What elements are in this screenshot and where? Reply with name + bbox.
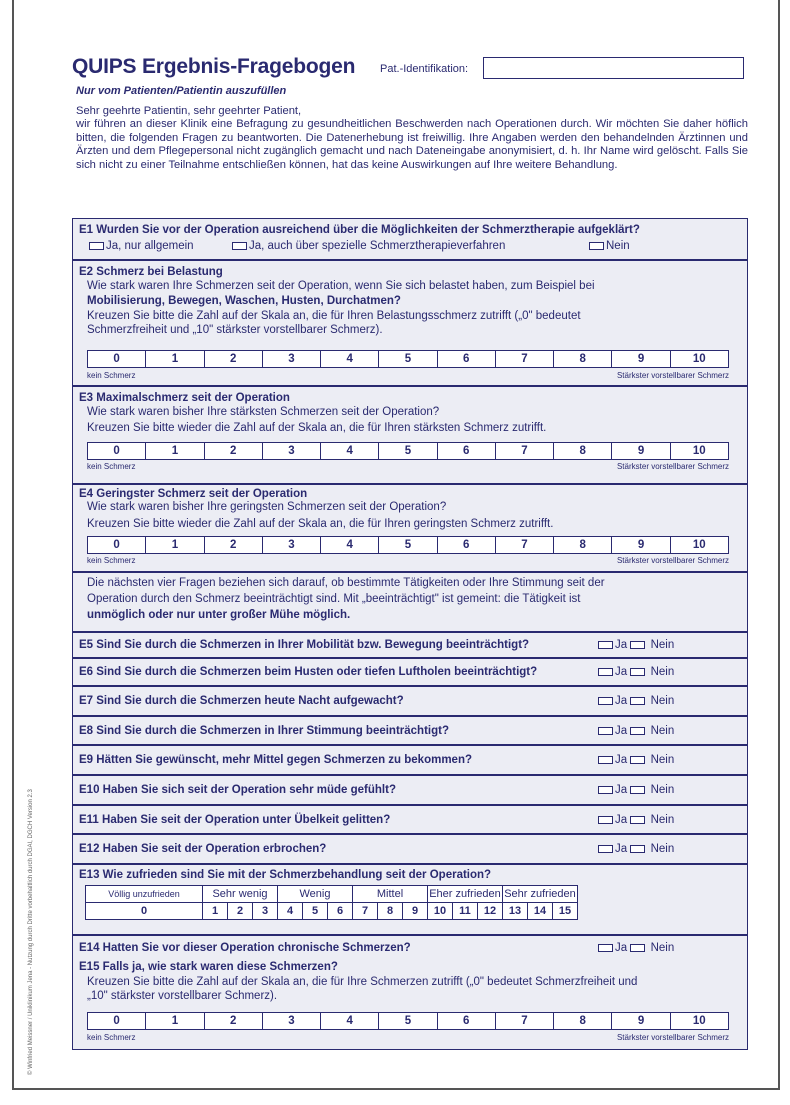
scale-option[interactable]: 2	[205, 351, 263, 367]
scale-option[interactable]: 8	[554, 537, 612, 553]
e4-line2: Kreuzen Sie bitte wieder die Zahl auf der Skala an, die für Ihren geringsten Schmerz zutrifft.	[87, 518, 554, 530]
scale-option[interactable]: 10	[692, 1015, 706, 1027]
checkbox[interactable]	[630, 641, 645, 649]
page-border-right	[778, 0, 780, 1090]
scale-option[interactable]: 1	[146, 443, 204, 459]
scale-option[interactable]: 6	[438, 443, 496, 459]
e13-option[interactable]: 9	[403, 903, 428, 920]
e13-group: Mittel	[353, 886, 428, 903]
scale-option[interactable]: 0	[88, 351, 146, 367]
e13-group: Eher zufrieden	[428, 886, 503, 903]
info-block	[72, 572, 748, 632]
e2-scale-left-label: kein Schmerz	[87, 371, 136, 380]
e15-line2: „10" stärkster vorstellbarer Schmerz).	[87, 990, 278, 1002]
checkbox[interactable]	[630, 944, 645, 952]
e1-option-2[interactable]: Ja, auch über spezielle Schmerztherapieverfahren	[232, 240, 505, 253]
scale-option[interactable]: 6	[438, 351, 496, 367]
scale-option[interactable]: 7	[496, 1013, 554, 1029]
e13-option[interactable]: 12	[478, 903, 503, 920]
e13-option[interactable]: 1	[203, 903, 228, 920]
checkbox[interactable]	[598, 641, 613, 649]
scale-option[interactable]: 5	[379, 1013, 437, 1029]
intro-greeting: Sehr geehrte Patientin, sehr geehrter Patient,	[76, 105, 302, 117]
question-e4	[72, 484, 748, 572]
form-subtitle: Nur vom Patienten/Patientin auszufüllen	[76, 85, 287, 97]
checkbox[interactable]	[598, 944, 613, 952]
checkbox[interactable]	[630, 668, 645, 676]
question-e1	[72, 218, 748, 260]
e2-line2: Mobilisierung, Bewegen, Waschen, Husten, Durchatmen?	[87, 295, 401, 307]
question-e9	[72, 745, 748, 775]
e4-line1: Wie stark waren bisher Ihre geringsten Schmerzen seit der Operation?	[87, 501, 447, 513]
e10-question: E10 Haben Sie sich seit der Operation sehr müde gefühlt?	[79, 784, 396, 796]
checkbox[interactable]	[630, 697, 645, 705]
e13-option[interactable]: 13	[503, 903, 528, 920]
scale-option[interactable]: 2	[205, 1013, 263, 1029]
checkbox[interactable]	[630, 756, 645, 764]
e7-question: E7 Sind Sie durch die Schmerzen heute Nacht aufgewacht?	[79, 695, 404, 707]
e4-title: E4 Geringster Schmerz seit der Operation	[79, 488, 308, 500]
e2-line4: Schmerzfreiheit und „10" stärkster vorstellbarer Schmerz).	[87, 324, 383, 336]
scale-option[interactable]: 8	[554, 351, 612, 367]
checkbox[interactable]	[598, 727, 613, 735]
question-e6	[72, 658, 748, 686]
checkbox[interactable]	[598, 845, 613, 853]
scale-option[interactable]: 3	[263, 537, 321, 553]
e3-line2: Kreuzen Sie bitte wieder die Zahl auf der Skala an, die für Ihren stärksten Schmerz zutrifft.	[87, 422, 547, 434]
checkbox[interactable]	[630, 816, 645, 824]
e13-question: E13 Wie zufrieden sind Sie mit der Schmerzbehandlung seit der Operation?	[79, 869, 492, 881]
e13-option[interactable]: 8	[378, 903, 403, 920]
question-e12	[72, 834, 748, 864]
scale-option[interactable]: 5	[379, 351, 437, 367]
question-e7	[72, 686, 748, 716]
scale-option[interactable]: 3	[263, 443, 321, 459]
e13-option[interactable]: 5	[303, 903, 328, 920]
scale-option[interactable]: 0	[88, 1013, 146, 1029]
e14-question: E14 Hatten Sie vor dieser Operation chronische Schmerzen?	[79, 942, 411, 954]
checkbox[interactable]	[598, 786, 613, 794]
e6-question: E6 Sind Sie durch die Schmerzen beim Husten oder tiefen Luftholen beeinträchtigt?	[79, 666, 538, 678]
info-line2: Operation durch den Schmerz beeinträchtigt sind. Mit „beeinträchtigt" ist gemeint: die Tätigkeit ist	[87, 593, 581, 605]
e3-line1: Wie stark waren bisher Ihre stärksten Schmerzen seit der Operation?	[87, 406, 440, 418]
e4-scale-right-label: Stärkster vorstellbarer Schmerz	[616, 556, 729, 565]
scale-option[interactable]: 1	[146, 1013, 204, 1029]
e15-title: E15 Falls ja, wie stark waren diese Schmerzen?	[79, 961, 338, 973]
scale-option[interactable]: 9	[612, 443, 670, 459]
question-e10	[72, 775, 748, 805]
e3-scale-left-label: kein Schmerz	[87, 462, 136, 471]
checkbox[interactable]	[232, 242, 247, 250]
e2-title: E2 Schmerz bei Belastung	[79, 266, 223, 278]
question-e11	[72, 805, 748, 834]
e15-scale-right-label: Stärkster vorstellbarer Schmerz	[616, 1033, 729, 1042]
scale-option[interactable]: 10	[692, 445, 706, 457]
e13-option[interactable]: 2	[228, 903, 253, 920]
e11-answers[interactable]: Ja Nein	[598, 814, 674, 826]
scale-option[interactable]: 7	[496, 351, 554, 367]
checkbox[interactable]	[89, 242, 104, 250]
e15-scale-left-label: kein Schmerz	[87, 1033, 136, 1042]
e5-question: E5 Sind Sie durch die Schmerzen in Ihrer Mobilität bzw. Bewegung beeinträchtigt?	[79, 639, 530, 651]
e2-scale-right-label: Stärkster vorstellbarer Schmerz	[616, 371, 729, 380]
e13-option[interactable]: 11	[453, 903, 478, 920]
e1-option-1[interactable]: Ja, nur allgemein	[89, 240, 194, 253]
e9-question: E9 Hätten Sie gewünscht, mehr Mittel gegen Schmerzen zu bekommen?	[79, 754, 472, 766]
e2-scale	[87, 350, 729, 368]
question-e2	[72, 260, 748, 386]
e9-answers[interactable]: Ja Nein	[598, 754, 674, 766]
scale-option[interactable]: 2	[205, 537, 263, 553]
e13-option[interactable]: 15	[553, 903, 578, 920]
checkbox[interactable]	[598, 756, 613, 764]
e13-group: Völlig unzufrieden	[86, 886, 203, 903]
e4-scale	[87, 536, 729, 554]
scale-option[interactable]: 7	[496, 443, 554, 459]
e12-answers[interactable]: Ja Nein	[598, 843, 674, 855]
scale-option[interactable]: 3	[263, 1013, 321, 1029]
e13-option[interactable]: 10	[428, 903, 453, 920]
scale-option[interactable]: 6	[438, 1013, 496, 1029]
scale-option[interactable]: 9	[612, 351, 670, 367]
e13-option[interactable]: 3	[253, 903, 278, 920]
page-border-bottom	[12, 1088, 780, 1090]
intro-body: wir führen an dieser Klinik eine Befragung zu gesundheitlichen Beschwerden nach Operationen durch. Wir möchten Sie daher höflich bitten, die folgenden Fragen zu beantworten. Die Datenerhebung ist freiwillig. Ihre Angaben werden den behandelnden Ärztinnen und Ärzten und dem Pflegepersonal nicht zugänglich gemacht und nach Dateneingabe anonymisiert, d. h. Ihr Name wird gelöscht. Falls Sie sich nicht zu einer Teilnahme entschließen können, hat das keine Auswirkungen auf Ihre weitere Behandlung.	[76, 118, 748, 171]
e15-scale	[87, 1012, 729, 1030]
checkbox[interactable]	[630, 727, 645, 735]
scale-option[interactable]: 9	[612, 1013, 670, 1029]
e13-option[interactable]: 6	[328, 903, 353, 920]
scale-option[interactable]: 4	[321, 537, 379, 553]
scale-option[interactable]: 6	[438, 537, 496, 553]
e8-question: E8 Sind Sie durch die Schmerzen in Ihrer Stimmung beeinträchtigt?	[79, 725, 449, 737]
e1-question: E1 Wurden Sie vor der Operation ausreichend über die Möglichkeiten der Schmerztherapie aufgeklärt?	[79, 224, 640, 236]
question-e8	[72, 716, 748, 745]
checkbox[interactable]	[630, 845, 645, 853]
e5-answers[interactable]: Ja Nein	[598, 639, 674, 651]
copyright-side-text: © Winfried Meissner / Uniklinikum Jena - Nutzung durch Dritte vorbehaltlich durch DGAI, DGCH Version 2.3	[28, 789, 34, 1075]
checkbox[interactable]	[598, 816, 613, 824]
e13-option[interactable]: 7	[353, 903, 378, 920]
e2-line1: Wie stark waren Ihre Schmerzen seit der Operation, wenn Sie sich belastet haben, zum Beispiel bei	[87, 280, 595, 292]
scale-option[interactable]: 8	[554, 1013, 612, 1029]
e1-option-3[interactable]: Nein	[589, 240, 630, 253]
e3-title: E3 Maximalschmerz seit der Operation	[79, 392, 290, 404]
scale-option[interactable]: 4	[321, 351, 379, 367]
scale-option[interactable]: 9	[612, 537, 670, 553]
e13-number-row	[86, 903, 578, 920]
question-e14-e15	[72, 935, 748, 1050]
e3-scale	[87, 442, 729, 460]
e11-question: E11 Haben Sie seit der Operation unter Übelkeit gelitten?	[79, 814, 391, 826]
scale-option[interactable]: 5	[379, 443, 437, 459]
checkbox[interactable]	[589, 242, 604, 250]
scale-option[interactable]: 3	[263, 351, 321, 367]
scale-option[interactable]: 7	[496, 537, 554, 553]
info-line1: Die nächsten vier Fragen beziehen sich darauf, ob bestimmte Tätigkeiten oder Ihre Stimmung seit der	[87, 577, 605, 589]
e13-option[interactable]: 4	[278, 903, 303, 920]
scale-option[interactable]: 1	[146, 351, 204, 367]
page-border-left	[12, 0, 14, 1090]
e13-group-row	[86, 886, 578, 903]
scale-option[interactable]: 0	[88, 537, 146, 553]
e6-answers[interactable]: Ja Nein	[598, 666, 674, 678]
e13-group: Wenig	[278, 886, 353, 903]
scale-option[interactable]: 4	[321, 443, 379, 459]
patient-id-field[interactable]	[483, 57, 744, 79]
scale-option[interactable]: 4	[321, 1013, 379, 1029]
e14-answers[interactable]: Ja Nein	[598, 942, 674, 954]
info-line3: unmöglich oder nur unter großer Mühe möglich.	[87, 609, 351, 621]
scale-option[interactable]: 1	[146, 537, 204, 553]
e10-answers[interactable]: Ja Nein	[598, 784, 674, 796]
scale-option[interactable]: 2	[205, 443, 263, 459]
e15-line1: Kreuzen Sie bitte die Zahl auf der Skala an, die für Ihre Schmerzen zutrifft („0" bedeutet Schmerzfreiheit und	[87, 976, 638, 988]
scale-option[interactable]: 0	[88, 443, 146, 459]
question-e13	[72, 864, 748, 935]
patient-id-label: Pat.-Identifikation:	[380, 63, 469, 75]
e13-group: Sehr wenig	[203, 886, 278, 903]
e7-answers[interactable]: Ja Nein	[598, 695, 674, 707]
checkbox[interactable]	[598, 668, 613, 676]
scale-option[interactable]: 10	[692, 539, 706, 551]
e3-scale-right-label: Stärkster vorstellbarer Schmerz	[616, 462, 729, 471]
e2-line3: Kreuzen Sie bitte die Zahl auf der Skala an, die für Ihren Belastungsschmerz zutrifft („0" bedeutet	[87, 310, 581, 322]
checkbox[interactable]	[630, 786, 645, 794]
e13-group: Sehr zufrieden	[503, 886, 578, 903]
e12-question: E12 Haben Sie seit der Operation erbrochen?	[79, 843, 327, 855]
question-e5	[72, 632, 748, 658]
e13-option[interactable]: 0	[86, 903, 203, 920]
e8-answers[interactable]: Ja Nein	[598, 725, 674, 737]
form-title: QUIPS Ergebnis-Fragebogen	[72, 55, 356, 78]
e13-option[interactable]: 14	[528, 903, 553, 920]
scale-option[interactable]: 5	[379, 537, 437, 553]
question-e3	[72, 386, 748, 484]
intro-text	[76, 105, 748, 172]
scale-option[interactable]: 10	[692, 353, 706, 365]
scale-option[interactable]: 8	[554, 443, 612, 459]
e4-scale-left-label: kein Schmerz	[87, 556, 136, 565]
checkbox[interactable]	[598, 697, 613, 705]
e13-satisfaction-table	[85, 885, 578, 920]
